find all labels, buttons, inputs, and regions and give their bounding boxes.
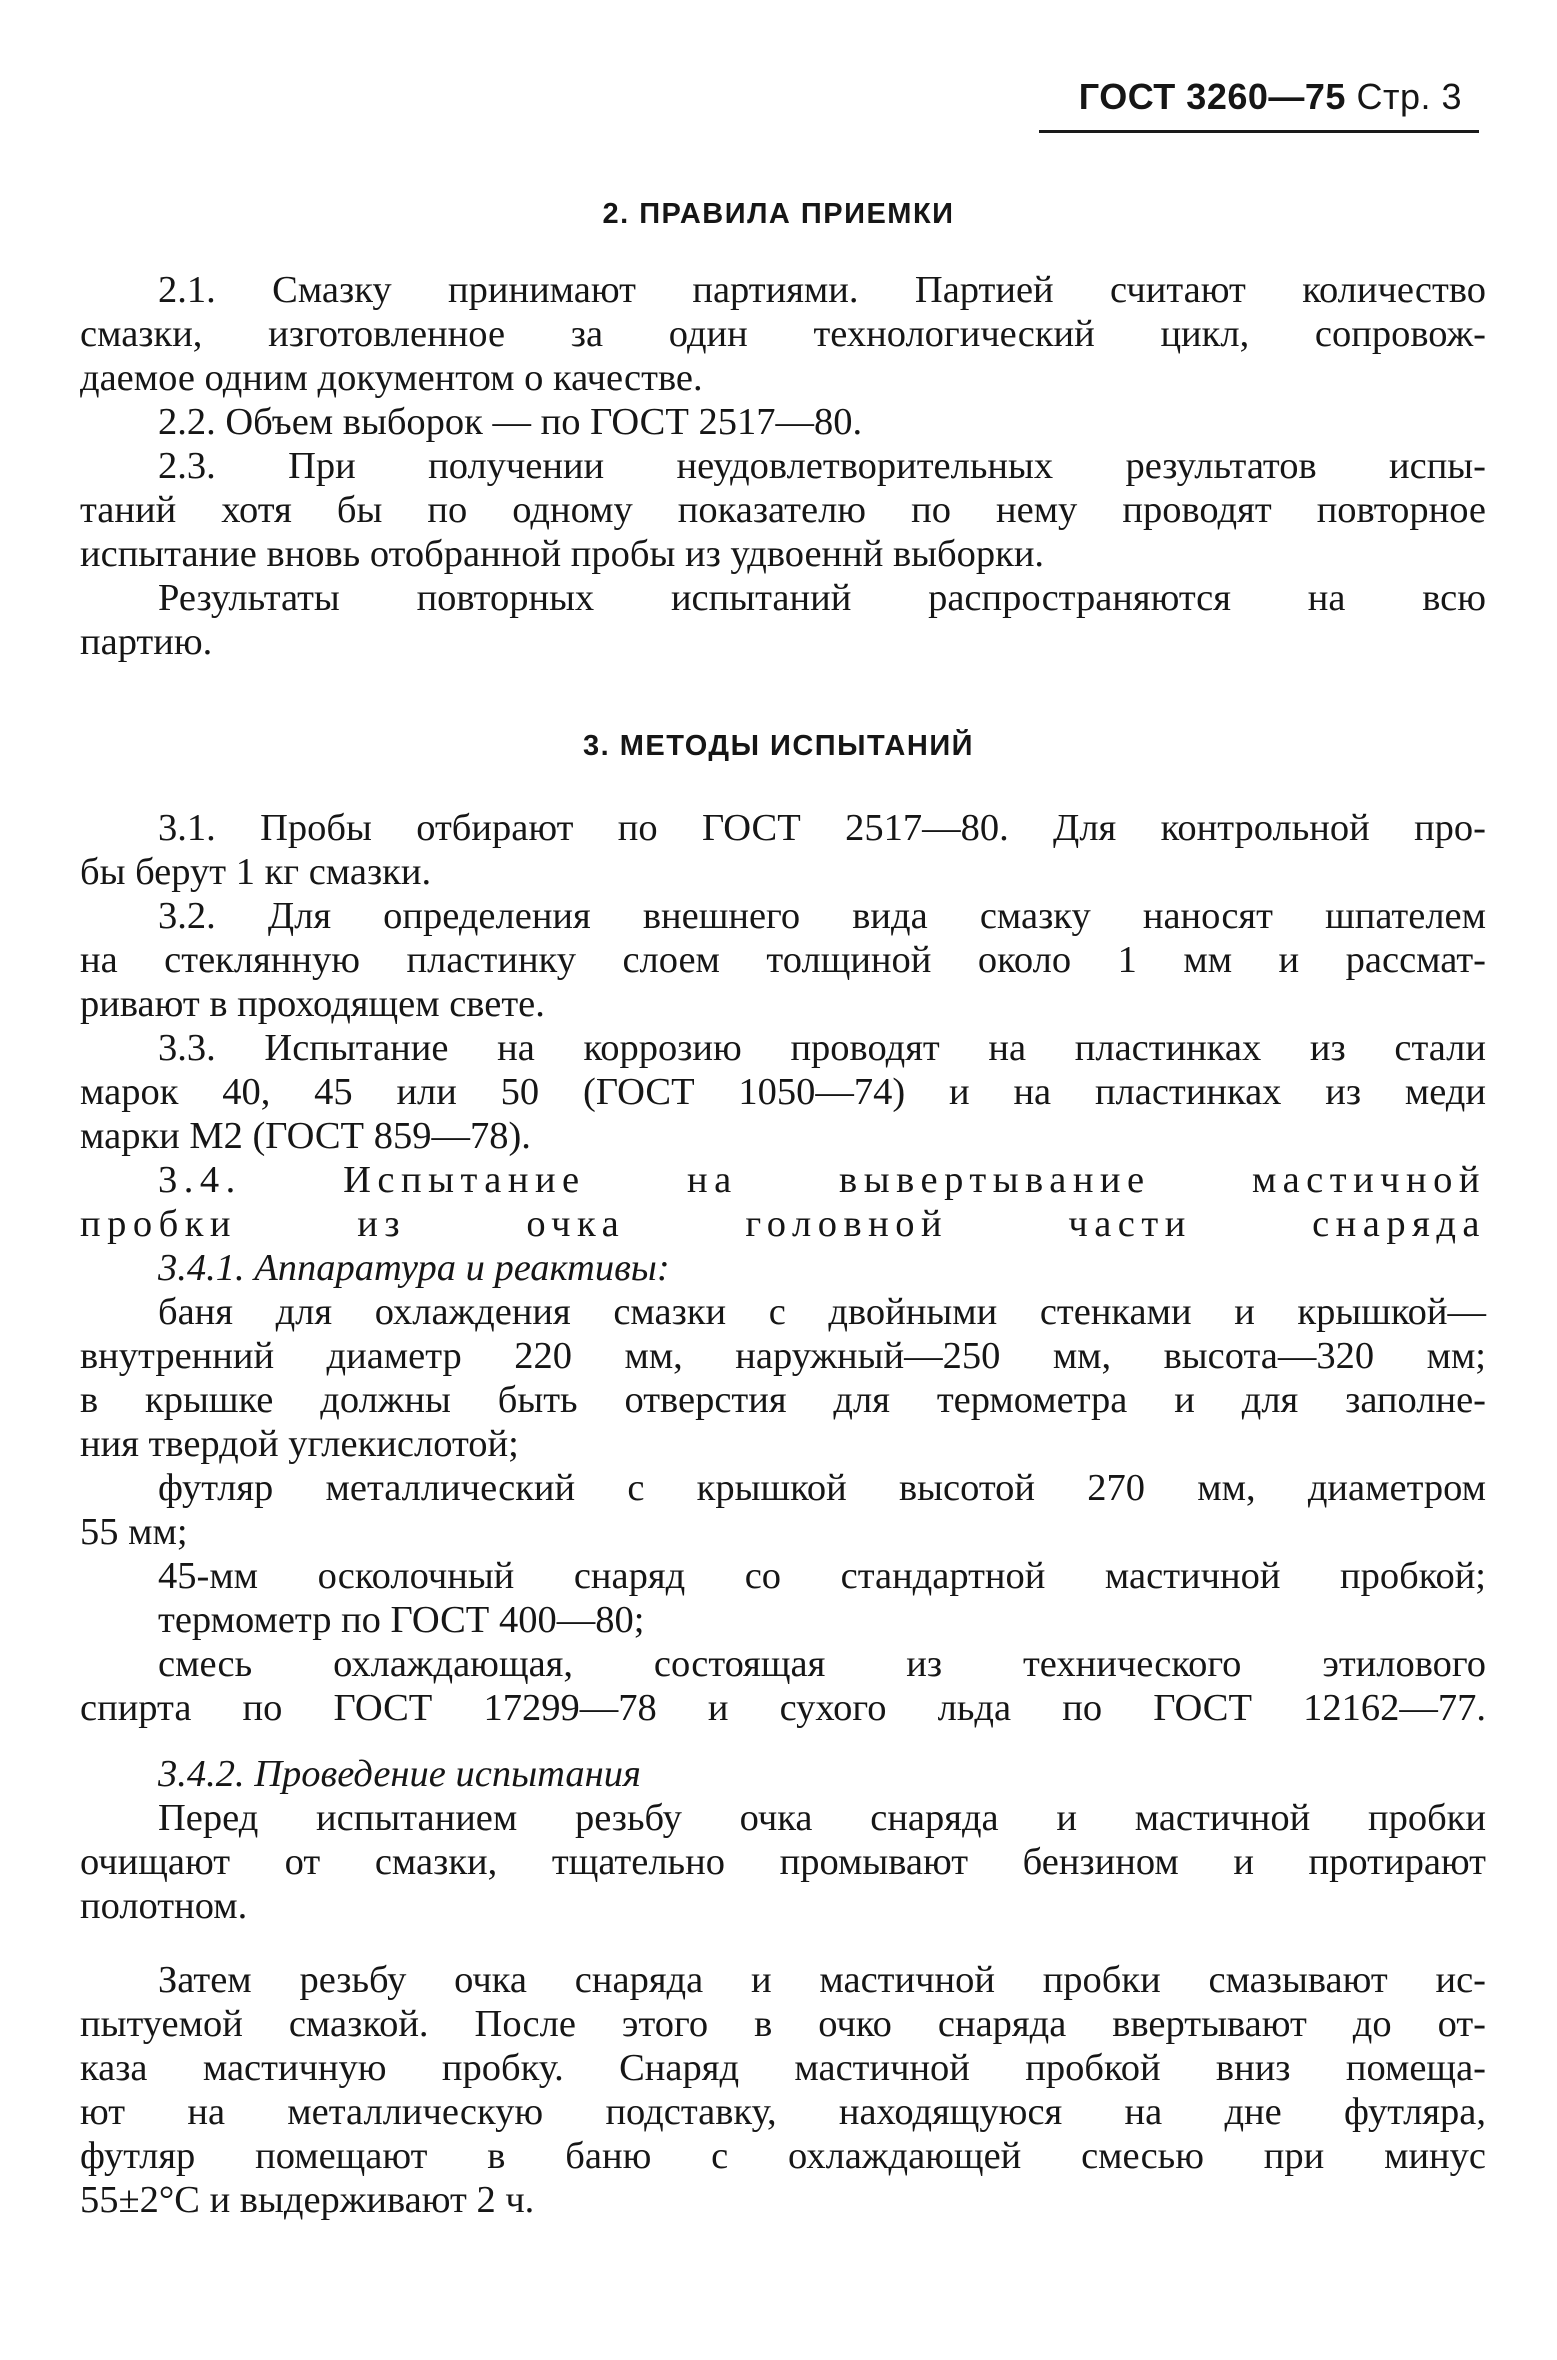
text-line: смазки, изготовленное за один технологический цикл, сопровож-: [80, 313, 1486, 355]
text-line: испытание вновь отобранной пробы из удвоеннй выборки.: [80, 533, 1045, 575]
text-line: Затем резьбу очка снаряда и мастичной пробки смазывают ис-: [158, 1959, 1486, 2001]
text-line: ния твердой углекислотой;: [80, 1423, 519, 1465]
text-line: 3.2. Для определения внешнего вида смазку наносят шпателем: [158, 895, 1486, 937]
text-line: марки М2 (ГОСТ 859—78).: [80, 1115, 531, 1157]
text-line: марок 40, 45 или 50 (ГОСТ 1050—74) и на пластинках из меди: [80, 1071, 1486, 1113]
page-header: [1042, 76, 1462, 118]
text-line: 2.1. Смазку принимают партиями. Партией считают количество: [158, 269, 1486, 311]
text-line: спирта по ГОСТ 17299—78 и сухого льда по ГОСТ 12162—77.: [80, 1687, 1486, 1729]
text-line: Перед испытанием резьбу очка снаряда и мастичной пробки: [158, 1797, 1486, 1839]
standard-code: ГОСТ 3260—75: [1078, 76, 1346, 117]
text-line: очищают от смазки, тщательно промывают бензином и протирают: [80, 1841, 1486, 1883]
subsection-heading: 3.4. Испытание на вывертывание мастичной: [158, 1159, 1486, 1201]
subheading-apparatus: 3.4.1. Аппаратура и реактивы:: [158, 1247, 670, 1289]
text-line: 55 мм;: [80, 1511, 188, 1553]
text-line: 3.1. Пробы отбирают по ГОСТ 2517—80. Для контрольной про-: [158, 807, 1486, 849]
text-line: в крышке должны быть отверстия для термометра и для заполне-: [80, 1379, 1486, 1421]
text-line: 2.2. Объем выборок — по ГОСТ 2517—80.: [158, 401, 863, 443]
section-title-test-methods: 3. МЕТОДЫ ИСПЫТАНИЙ: [583, 730, 974, 762]
text-line: бы берут 1 кг смазки.: [80, 851, 432, 893]
subsection-heading: пробки из очка головной части снаряда: [80, 1203, 1486, 1245]
header-rule: [1039, 130, 1479, 133]
text-line: ривают в проходящем свете.: [80, 983, 545, 1025]
text-line: на стеклянную пластинку слоем толщиной около 1 мм и рассмат-: [80, 939, 1486, 981]
text-line: даемое одним документом о качестве.: [80, 357, 703, 399]
text-line: 3.3. Испытание на коррозию проводят на пластинках из стали: [158, 1027, 1486, 1069]
text-line: 2.3. При получении неудовлетворительных результатов испы-: [158, 445, 1486, 487]
text-line: каза мастичную пробку. Снаряд мастичной пробкой вниз помеща-: [80, 2047, 1486, 2089]
text-line: баня для охлаждения смазки с двойными стенками и крышкой—: [158, 1291, 1486, 1333]
page-number: Стр. 3: [1356, 76, 1462, 117]
text-line: полотном.: [80, 1885, 248, 1927]
text-line: футляр металлический с крышкой высотой 270 мм, диаметром: [158, 1467, 1486, 1509]
section-title-acceptance-rules: 2. ПРАВИЛА ПРИЕМКИ: [602, 198, 955, 230]
text-line: 45-мм осколочный снаряд со стандартной мастичной пробкой;: [158, 1555, 1486, 1597]
text-line: ют на металлическую подставку, находящуюся на дне футляра,: [80, 2091, 1486, 2133]
text-line: партию.: [80, 621, 213, 663]
text-line: пытуемой смазкой. После этого в очко снаряда ввертывают до от-: [80, 2003, 1486, 2045]
subheading-procedure: 3.4.2. Проведение испытания: [158, 1753, 641, 1795]
text-line: Результаты повторных испытаний распространяются на всю: [158, 577, 1486, 619]
text-line: смесь охлаждающая, состоящая из технического этилового: [158, 1643, 1486, 1685]
text-line: футляр помещают в баню с охлаждающей смесью при минус: [80, 2135, 1486, 2177]
text-line: 55±2°С и выдерживают 2 ч.: [80, 2179, 535, 2221]
text-line: таний хотя бы по одному показателю по нему проводят повторное: [80, 489, 1486, 531]
text-line: внутренний диаметр 220 мм, наружный—250 мм, высота—320 мм;: [80, 1335, 1486, 1377]
text-line: термометр по ГОСТ 400—80;: [158, 1599, 645, 1641]
